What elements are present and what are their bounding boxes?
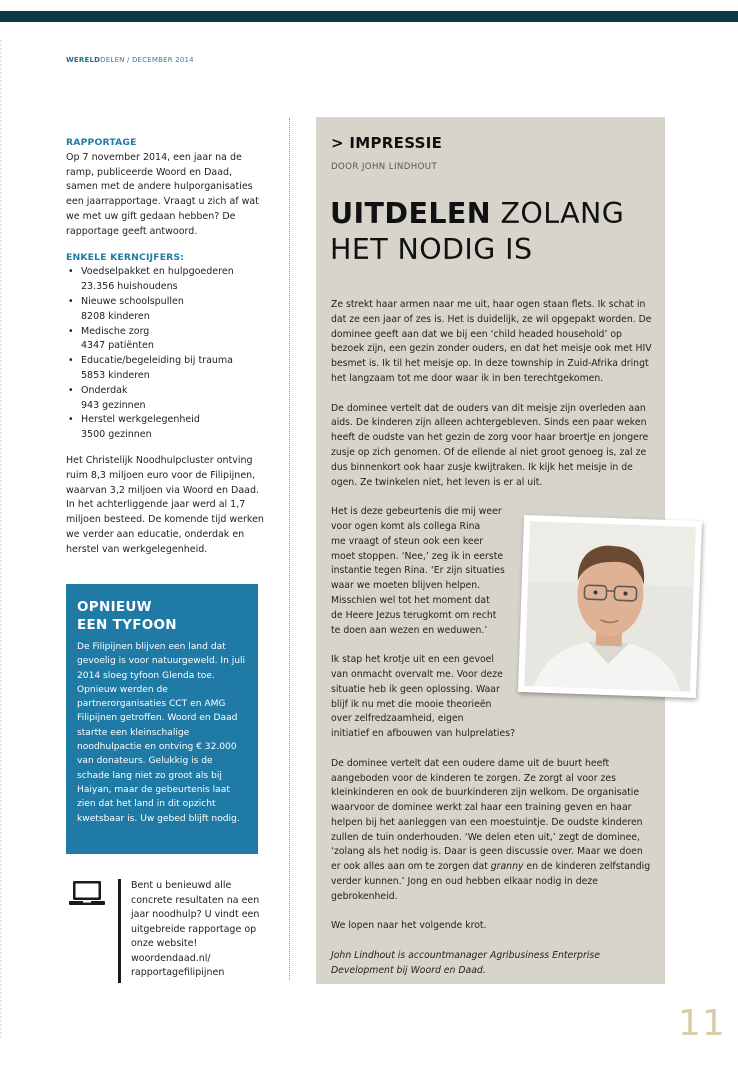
column-divider — [289, 118, 290, 980]
cluster-text: Het Christelijk Noodhulpcluster ontving ruim 8,3 miljoen euro voor de Filipijnen, waarvan 3,2 miljoen via Woord en Daad. In het achterliggende jaar werd al 1,7 miljoen besteed. De komende tijd werken we verder aan educatie, onderdak en herstel van werkgelegenheid. — [66, 454, 264, 555]
brand-rest: DELEN — [100, 56, 125, 64]
website-callout: Bent u benieuwd alle concrete resultaten na een jaar noodhulp? U vindt een uitgebreide rapportage op onze website! woordendaad.nl/ rapportagefilipijnen — [118, 879, 264, 983]
rapportage-text: Op 7 november 2014, een jaar na de ramp, publiceerde Woord en Daad, samen met de andere hulporganisaties een jaarrapportage. Vraagt u zich af wat we met uw gift gedaan hebben? De rapportage geeft antwoord. — [66, 151, 259, 237]
paragraph: De dominee vertelt dat een oudere dame uit de buurt heeft aangeboden voor de kinderen te zorgen. Ze zorgt al voor zes kleinkinderen en ook de buurkinderen zijn welkom. De organisatie waarvoor de dominee werkt zal haar een training geven en haar helpen bij het aanleggen van een moestuintje. De oudste kinderen zullen de tuin onderhouden. ‘We delen eten uit,’ zegt de dominee, ‘zolang als het nodig is. Daar is geen discussie over. Maar we doen er ook alles aan om te zorgen dat granny en de kinderen zelfstandig verder kunnen.’ Jong en oud hebben elkaar nodig in deze gebrokenheid. — [331, 757, 651, 902]
list-item: • Onderdak 943 gezinnen — [66, 384, 266, 414]
paragraph: Het is deze gebeurtenis die mij weer voor ogen komt als collega Rina me vraagt of steun ook een keer moet stoppen. ‘Nee,’ zeg ik in eerste instantie tegen Rina. ‘Er zijn situaties waar we moeten blijven helpen. Misschien wel tot het moment dat de Heere Jezus terugkomt om recht te doen aan wezen en weduwen.’ — [331, 506, 505, 636]
kerncijfers-list — [66, 265, 266, 443]
tyfoon-title: OPNIEUW EEN TYFOON — [77, 599, 177, 633]
left-column — [66, 136, 266, 558]
list-item: • Herstel werkgelegenheid 3500 gezinnen — [66, 413, 266, 443]
author-photo — [518, 515, 702, 698]
section-label: > IMPRESSIE — [331, 134, 443, 152]
rapportage-heading: RAPPORTAGE — [66, 137, 137, 148]
list-item: • Educatie/begeleiding bij trauma 5853 kinderen — [66, 354, 266, 384]
paragraph: Ik stap het krotje uit en een gevoel van onmacht overvalt me. Voor deze situatie heb ik geen oplossing. Waar blijf ik nu met die mooie theorieën over zelfredzaamheid, eigen initiatief en afbouwen van hulprelaties? — [331, 654, 516, 740]
tyfoon-text: De Filipijnen blijven een land dat gevoelig is voor natuurgeweld. In juli 2014 sloeg tyfoon Glenda toe. Opnieuw werden de partnerorganisaties CCT en AMG Filipijnen getroffen. Woord en Daad startte een kleinschalige noodhulpactie en ontving € 32.000 van donateurs. Gelukkig is de schade lang niet zo groot als bij Haiyan, maar de gebeurtenis laat zien dat het land in dit opzicht kwetsbaar is. Uw gebed blijft nodig. — [77, 642, 246, 824]
paragraph: Ze strekt haar armen naar me uit, haar ogen staan flets. Ik schat in dat ze een jaar of zes is. Het is duidelijk, ze wil opgepakt worden. De dominee geeft aan dat we bij een ‘child headed household’ op bezoek zijn, een gezin zonder ouders, en dat het meisje ook met HIV besmet is. Ik til het meisje op. In deze township in Zuid-Afrika dringt het langzaam tot me door waar ik in ben terechtgekomen. — [331, 299, 652, 384]
list-item: • Nieuwe schoolspullen 8208 kinderen — [66, 295, 266, 325]
page-number: 11 — [678, 1003, 726, 1044]
byline: DOOR JOHN LINDHOUT — [331, 162, 438, 172]
paragraph: De dominee vertelt dat de ouders van dit meisje zijn overleden aan aids. De kinderen zijn alleen achtergebleven. Sinds een paar weken heeft de oudste van het gezin de zorg voor haar broertje en jongere zusje op zich genomen. Of de ellende al niet groot genoeg is, zal ze dus binnenkort ook haar zusje kwijtraken. Ik kijk het meisje in de ogen. Ze twinkelen niet, het leven is er al uit. — [331, 402, 649, 488]
list-item: • Voedselpakket en hulpgoederen 23.356 huishoudens — [66, 265, 266, 295]
paragraph: We lopen naar het volgende krot. — [331, 920, 487, 932]
portrait-image — [524, 521, 696, 692]
list-item: • Medische zorg 4347 patiënten — [66, 325, 266, 355]
article-headline: UITDELEN ZOLANG HET NODIG IS — [330, 197, 625, 266]
author-note: John Lindhout is accountmanager Agribusiness Enterprise Development bij Woord en Daad. — [331, 950, 600, 976]
top-bar — [0, 11, 738, 22]
kerncijfers-heading: ENKELE KERNCIJFERS: — [66, 251, 185, 263]
tyfoon-box — [66, 584, 258, 854]
laptop-icon — [68, 880, 106, 908]
running-header — [66, 56, 194, 64]
issue-date: / DECEMBER 2014 — [124, 56, 194, 64]
brand-bold: WERELD — [66, 56, 101, 64]
page-edge-decoration — [0, 40, 2, 1040]
